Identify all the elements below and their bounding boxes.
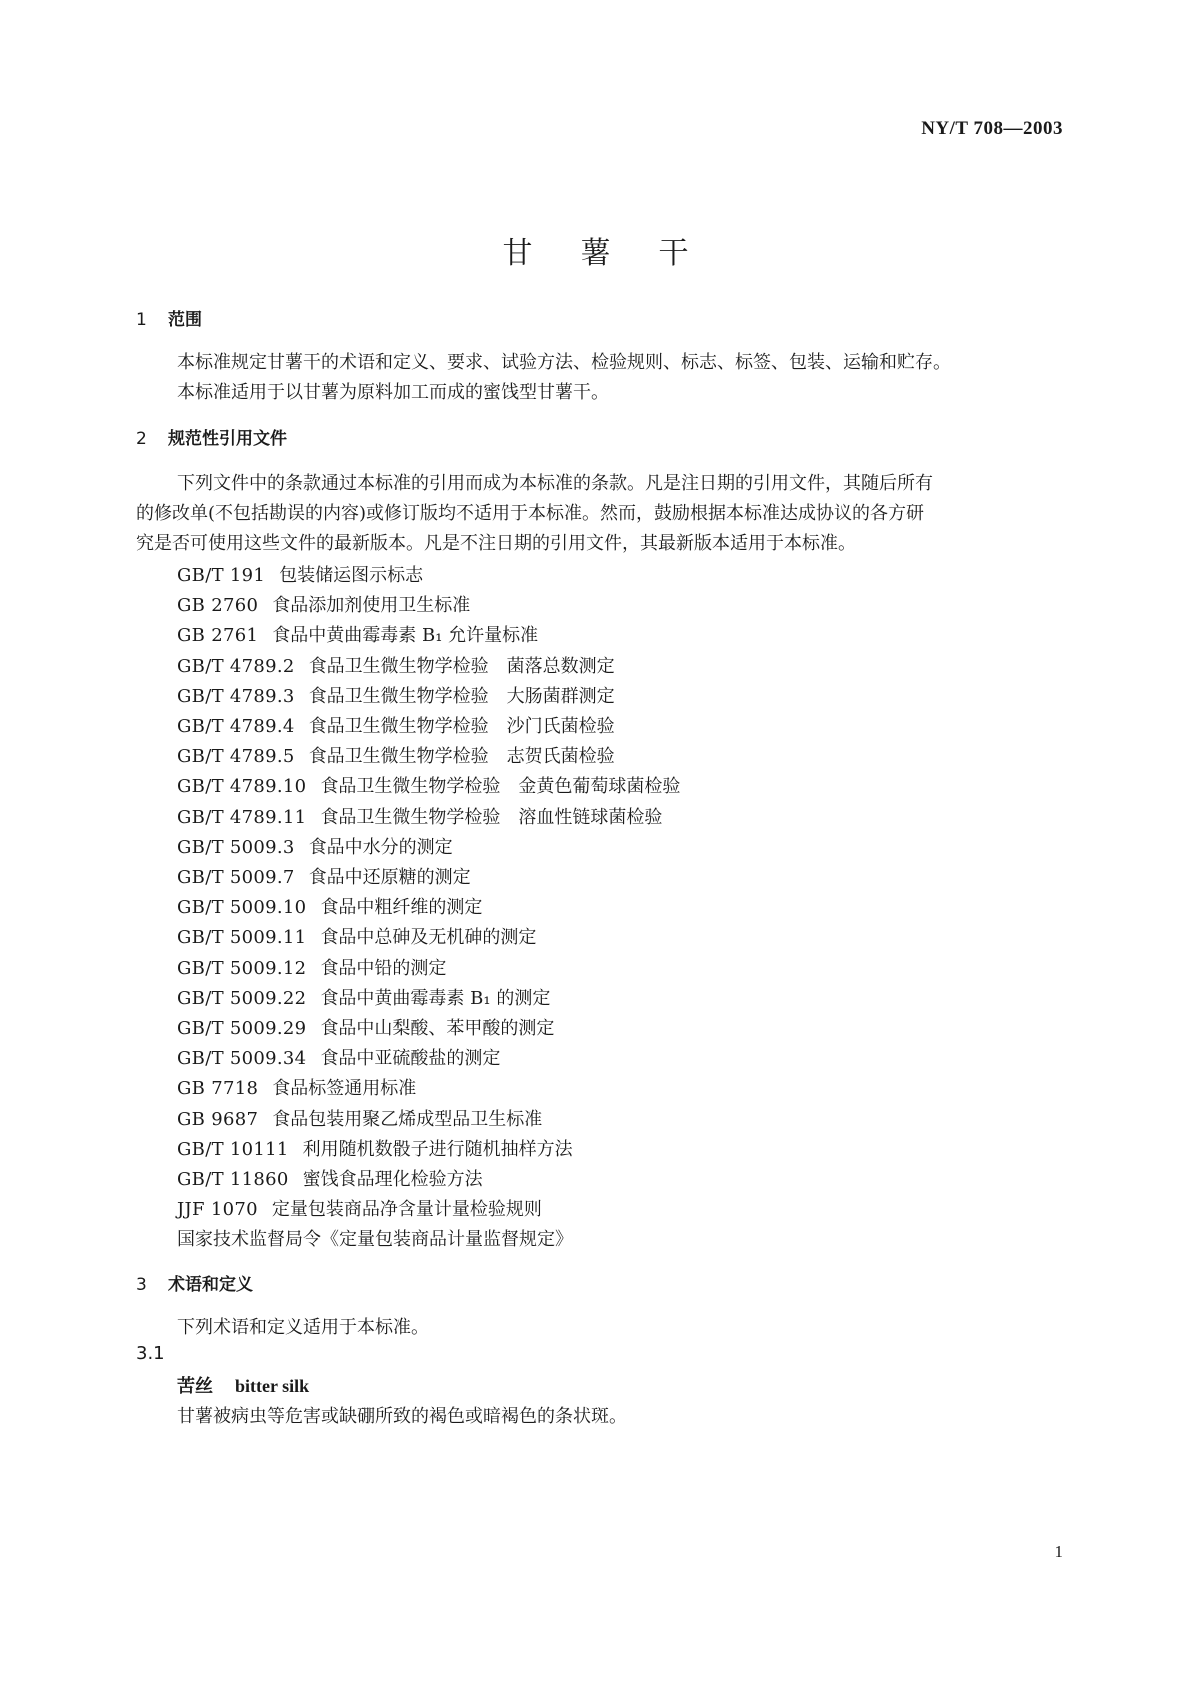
reference-title: 食品中粗纤维的测定 xyxy=(320,897,483,918)
section-number: 3 xyxy=(136,1275,147,1295)
reference-title: 食品中山梨酸、苯甲酸的测定 xyxy=(320,1018,555,1039)
reference-code: GB/T 5009.22 xyxy=(177,988,307,1009)
term-definition: 甘薯被病虫等危害或缺硼所致的褐色或暗褐色的条状斑。 xyxy=(177,1406,627,1427)
reference-code: GB/T 5009.12 xyxy=(177,958,307,979)
reference-item xyxy=(177,1225,573,1251)
reference-code: GB 7718 xyxy=(177,1078,259,1099)
reference-item xyxy=(177,984,550,1010)
reference-code: GB/T 191 xyxy=(177,565,266,586)
reference-item xyxy=(177,833,453,859)
reference-code: GB/T 11860 xyxy=(177,1169,289,1190)
reference-item xyxy=(177,712,615,738)
reference-title: 食品包装用聚乙烯成型品卫生标准 xyxy=(272,1109,543,1130)
standard-code: NY/T 708—2003 xyxy=(921,118,1063,139)
section-heading-1 xyxy=(136,305,202,330)
term-heading xyxy=(177,1372,309,1398)
reference-item xyxy=(177,591,470,617)
reference-code: GB/T 5009.11 xyxy=(177,927,307,948)
reference-title: 食品卫生微生物学检验 大肠菌群测定 xyxy=(308,686,615,707)
reference-title: 食品中总砷及无机砷的测定 xyxy=(320,927,537,948)
reference-code: GB 2761 xyxy=(177,625,259,646)
reference-code: GB/T 4789.11 xyxy=(177,807,307,828)
reference-title: 食品卫生微生物学检验 金黄色葡萄球菌检验 xyxy=(320,776,681,797)
normative-ref-intro-line-3: 究是否可使用这些文件的最新版本。凡是不注日期的引用文件，其最新版本适用于本标准。 xyxy=(136,533,856,554)
term-english: bitter silk xyxy=(235,1376,310,1396)
reference-code: GB/T 4789.2 xyxy=(177,656,295,677)
reference-item xyxy=(177,682,615,708)
scope-paragraph-1: 本标准规定甘薯干的术语和定义、要求、试验方法、检验规则、标志、标签、包装、运输和贮存。 xyxy=(177,352,951,373)
reference-item xyxy=(177,1074,416,1100)
reference-title: 食品中水分的测定 xyxy=(308,837,453,858)
terms-intro: 下列术语和定义适用于本标准。 xyxy=(177,1317,429,1338)
document-title xyxy=(0,228,1191,272)
reference-code: GB/T 4789.3 xyxy=(177,686,295,707)
reference-title: 利用随机数骰子进行随机抽样方法 xyxy=(302,1139,573,1160)
reference-title: 食品中亚硫酸盐的测定 xyxy=(320,1048,501,1069)
reference-item xyxy=(177,621,538,647)
reference-code: GB/T 4789.4 xyxy=(177,716,295,737)
reference-title: 食品中黄曲霉毒素 B₁ 允许量标准 xyxy=(272,625,539,646)
reference-code: GB 9687 xyxy=(177,1109,259,1130)
reference-item xyxy=(177,772,680,798)
reference-code: JJF 1070 xyxy=(177,1199,258,1220)
title-char: 薯 xyxy=(580,236,611,271)
reference-code: GB/T 5009.34 xyxy=(177,1048,307,1069)
title-char: 甘 xyxy=(502,236,533,271)
reference-item xyxy=(177,1165,483,1191)
term-number: 3.1 xyxy=(136,1343,165,1364)
reference-item xyxy=(177,1105,542,1131)
section-title: 术语和定义 xyxy=(168,1275,253,1295)
normative-ref-intro-line-2: 的修改单(不包括勘误的内容)或修订版均不适用于本标准。然而，鼓励根据本标准达成协议的各方研 xyxy=(136,503,925,524)
reference-code: GB 2760 xyxy=(177,595,259,616)
term-chinese: 苦丝 xyxy=(177,1376,213,1397)
reference-item xyxy=(177,652,615,678)
reference-title: 食品添加剂使用卫生标准 xyxy=(272,595,471,616)
reference-code: GB/T 5009.7 xyxy=(177,867,295,888)
section-number: 1 xyxy=(136,310,147,330)
reference-code: GB/T 5009.29 xyxy=(177,1018,307,1039)
reference-item xyxy=(177,561,423,587)
section-heading-2 xyxy=(136,424,287,449)
scope-paragraph-2: 本标准适用于以甘薯为原料加工而成的蜜饯型甘薯干。 xyxy=(177,382,609,403)
reference-title: 蜜饯食品理化检验方法 xyxy=(302,1169,483,1190)
reference-code: GB/T 4789.5 xyxy=(177,746,295,767)
normative-ref-intro-line-1: 下列文件中的条款通过本标准的引用而成为本标准的条款。凡是注日期的引用文件，其随后所有 xyxy=(177,473,933,494)
reference-title: 包装储运图示标志 xyxy=(279,565,424,586)
reference-title: 食品卫生微生物学检验 溶血性链球菌检验 xyxy=(320,807,663,828)
reference-title: 食品卫生微生物学检验 志贺氏菌检验 xyxy=(308,746,615,767)
reference-item xyxy=(177,954,446,980)
reference-title: 食品中铅的测定 xyxy=(320,958,447,979)
reference-item xyxy=(177,893,482,919)
reference-code: GB/T 10111 xyxy=(177,1139,289,1160)
reference-item xyxy=(177,863,471,889)
reference-code: GB/T 4789.10 xyxy=(177,776,307,797)
reference-code: GB/T 5009.10 xyxy=(177,897,307,918)
reference-title: 食品卫生微生物学检验 菌落总数测定 xyxy=(308,656,615,677)
section-number: 2 xyxy=(136,429,147,449)
reference-item xyxy=(177,1044,500,1070)
reference-title: 食品卫生微生物学检验 沙门氏菌检验 xyxy=(308,716,615,737)
reference-title: 定量包装商品净含量计量检验规则 xyxy=(271,1199,542,1220)
reference-title: 国家技术监督局令《定量包装商品计量监督规定》 xyxy=(177,1229,573,1250)
section-title: 范围 xyxy=(168,310,202,330)
section-title: 规范性引用文件 xyxy=(168,429,287,449)
reference-item xyxy=(177,923,536,949)
reference-item xyxy=(177,1195,542,1221)
reference-code: GB/T 5009.3 xyxy=(177,837,295,858)
reference-item xyxy=(177,742,615,768)
reference-item xyxy=(177,1135,573,1161)
page-number: 1 xyxy=(1054,1542,1063,1561)
reference-item xyxy=(177,803,662,829)
section-heading-3 xyxy=(136,1270,253,1295)
reference-item xyxy=(177,1014,554,1040)
reference-title: 食品标签通用标准 xyxy=(272,1078,417,1099)
reference-title: 食品中黄曲霉毒素 B₁ 的测定 xyxy=(320,988,551,1009)
reference-title: 食品中还原糖的测定 xyxy=(308,867,471,888)
title-char: 干 xyxy=(658,236,689,271)
